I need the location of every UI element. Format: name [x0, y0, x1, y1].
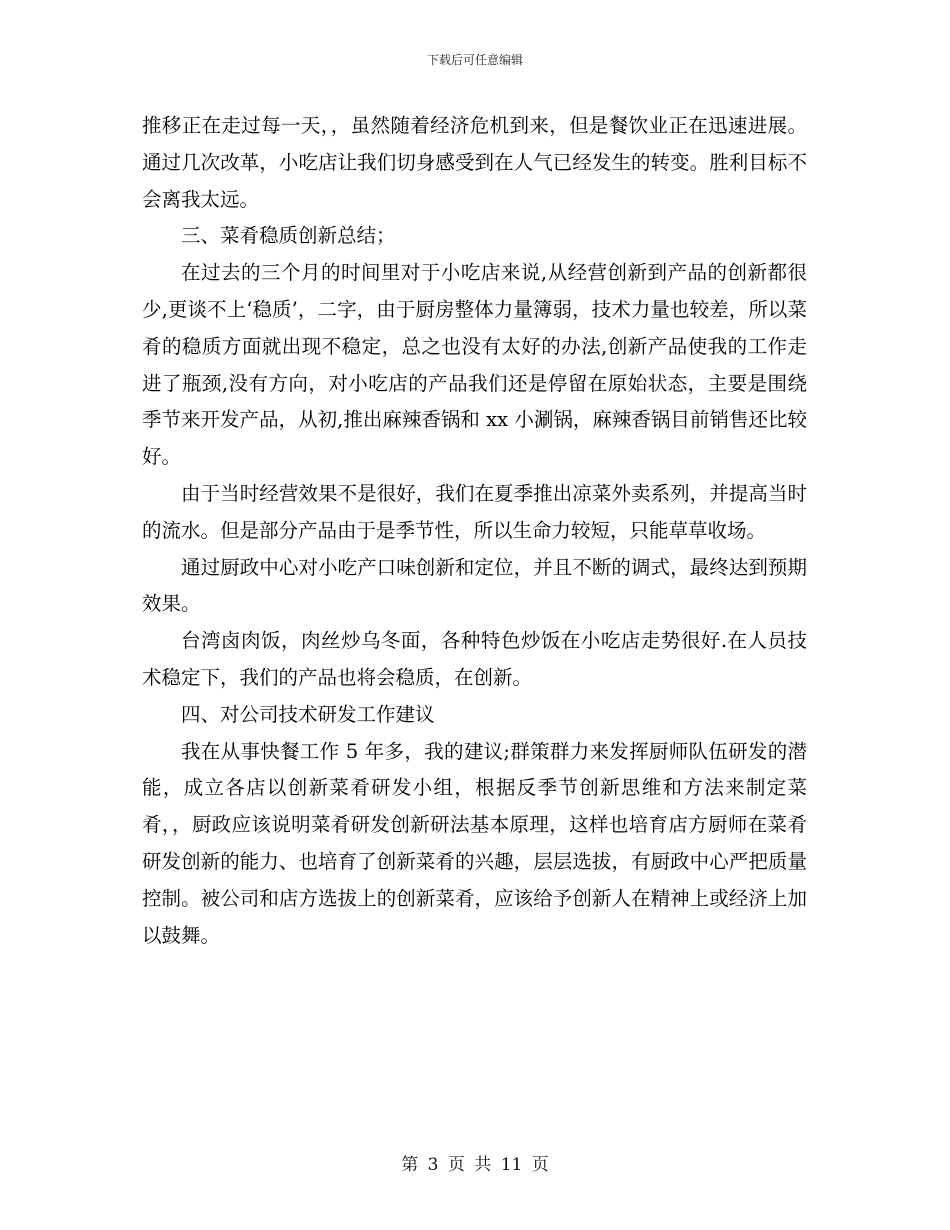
paragraph: 台湾卤肉饭，肉丝炒乌冬面，各种特色炒饭在小吃店走势很好.在人员技术稳定下，我们的产品也将会稳质，在创新。: [142, 629, 807, 689]
page-number-footer: 第 3 页 共 11 页: [401, 1155, 549, 1175]
paragraph: 我在从事快餐工作 5 年多，我的建议;群策群力来发挥厨师队伍研发的潜能，成立各店以创新菜肴研发小组，根据反季节创新思维和方法来制定菜肴，，厨政应该说明菜肴研发创新研法基本原理，这样也培育店方厨师在菜肴研发创新的能力、也培育了创新菜肴的兴趣，层层选拔，有厨政中心严把质量控制。被公司和店方选拔上的创新菜肴，应该给予创新人在精神上或经济上加以鼓舞。: [142, 739, 807, 947]
section-heading-3: 三、菜肴稳质创新总结；: [181, 224, 396, 248]
page-header-note: 下载后可任意编辑: [426, 53, 523, 67]
paragraph: 通过厨政中心对小吃产口味创新和定位，并且不断的调式，最终达到预期效果。: [142, 555, 807, 616]
paragraph: 由于当时经营效果不是很好，我们在夏季推出凉菜外卖系列，并提高当时的流水。但是部分产品由于是季节性，所以生命力较短，只能草草收场。: [142, 481, 807, 542]
paragraph-continuation: 推移正在走过每一天，，虽然随着经济危机到来，但是餐饮业正在迅速进展。通过几次改革，小吃店让我们切身感受到在人气已经发生的转变。胜利目标不会离我太远。: [142, 114, 807, 211]
section-heading-4: 四、对公司技术研发工作建议: [181, 702, 435, 726]
paragraph: 在过去的三个月的时间里对于小吃店来说,从经营创新到产品的创新都很少,更谈不上‘稳质’，二字，由于厨房整体力量簿弱，技术力量也较差，所以菜肴的稳质方面就出现不稳定，总之也没有太好的办法,创新产品使我的工作走进了瓶颈,没有方向，对小吃店的产品我们还是停留在原始状态，主要是围绕季节来开发产品，从初,推出麻辣香锅和 xx 小涮锅，麻辣香锅目前销售还比较好。: [142, 261, 807, 469]
document-body: [142, 108, 807, 954]
